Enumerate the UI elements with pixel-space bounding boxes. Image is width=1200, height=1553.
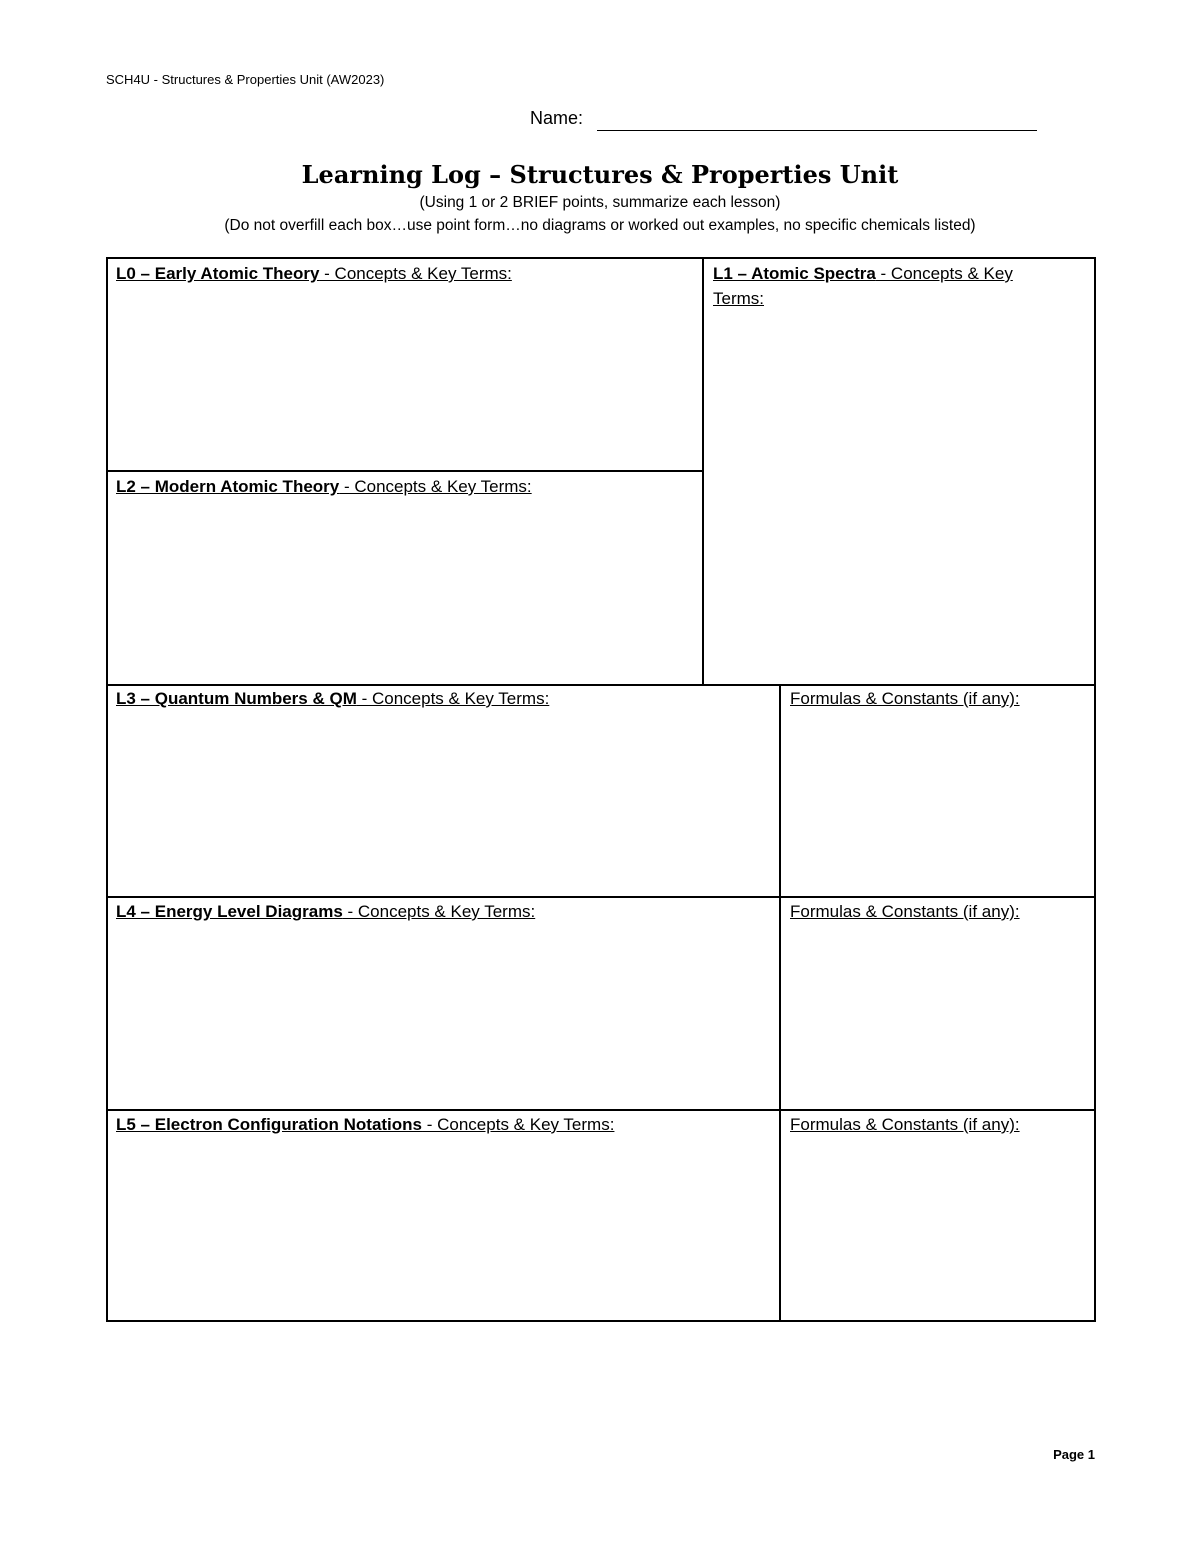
formulas-label-l5: Formulas & Constants (if any): (790, 1115, 1020, 1134)
page-number: Page 1 (1053, 1447, 1095, 1462)
cell-l5-formulas-heading (790, 1112, 1090, 1137)
lesson-title-l5: L5 – Electron Configuration Notations (116, 1115, 423, 1134)
divider-row-3 (106, 1109, 1096, 1111)
lesson-suffix-l4: - Concepts & Key Terms: (342, 902, 536, 921)
divider-vertical-bottom (779, 684, 781, 1322)
cell-l4-area[interactable] (110, 928, 775, 1105)
cell-l3-formulas-area[interactable] (784, 715, 1092, 892)
lesson-title-l4: L4 – Energy Level Diagrams (116, 902, 343, 921)
cell-l4-heading (116, 899, 776, 924)
cell-l4-formulas-heading (790, 899, 1090, 924)
name-label: Name: (530, 108, 584, 128)
cell-l5-heading (116, 1112, 776, 1137)
lesson-title-l1: L1 – Atomic Spectra (713, 264, 876, 283)
cell-l0-heading (116, 261, 696, 286)
lesson-suffix-l2: - Concepts & Key Terms: (339, 477, 532, 496)
cell-l3-formulas-heading (790, 686, 1090, 711)
cell-l1-area[interactable] (707, 315, 1092, 680)
cell-l0-area[interactable] (110, 290, 698, 466)
lesson-suffix-l5: - Concepts & Key Terms: (422, 1115, 615, 1134)
page-title: Learning Log – Structures & Properties Unit (301, 160, 899, 189)
lesson-suffix-l3: - Concepts & Key Terms: (356, 689, 550, 708)
cell-l3-area[interactable] (110, 715, 775, 892)
lesson-title-l3: L3 – Quantum Numbers & QM (116, 689, 357, 708)
name-input-line[interactable] (597, 130, 1037, 131)
lesson-title-l2: L2 – Modern Atomic Theory (116, 477, 340, 496)
formulas-label-l4: Formulas & Constants (if any): (790, 902, 1020, 921)
cell-l2-heading (116, 474, 696, 499)
cell-l3-heading (116, 686, 776, 711)
lesson-suffix-l1: - Concepts & Key Terms: (713, 264, 1013, 308)
instructions-line-1: (Using 1 or 2 BRIEF points, summarize each lesson) (419, 194, 781, 211)
cell-l2-area[interactable] (110, 503, 698, 680)
cell-l4-formulas-area[interactable] (784, 928, 1092, 1105)
divider-l0-l2 (106, 470, 703, 472)
formulas-label-l3: Formulas & Constants (if any): (790, 689, 1020, 708)
lesson-suffix-l0: - Concepts & Key Terms: (319, 264, 512, 283)
course-header: SCH4U - Structures & Properties Unit (AW2023) (106, 72, 385, 87)
lesson-title-l0: L0 – Early Atomic Theory (116, 264, 320, 283)
divider-row-2 (106, 896, 1096, 898)
instructions-line-2: (Do not overfill each box…use point form…no diagrams or worked out examples, no specific chemicals listed) (224, 217, 976, 234)
cell-l5-area[interactable] (110, 1141, 775, 1318)
cell-l5-formulas-area[interactable] (784, 1141, 1092, 1318)
cell-l1-heading (713, 261, 1053, 311)
